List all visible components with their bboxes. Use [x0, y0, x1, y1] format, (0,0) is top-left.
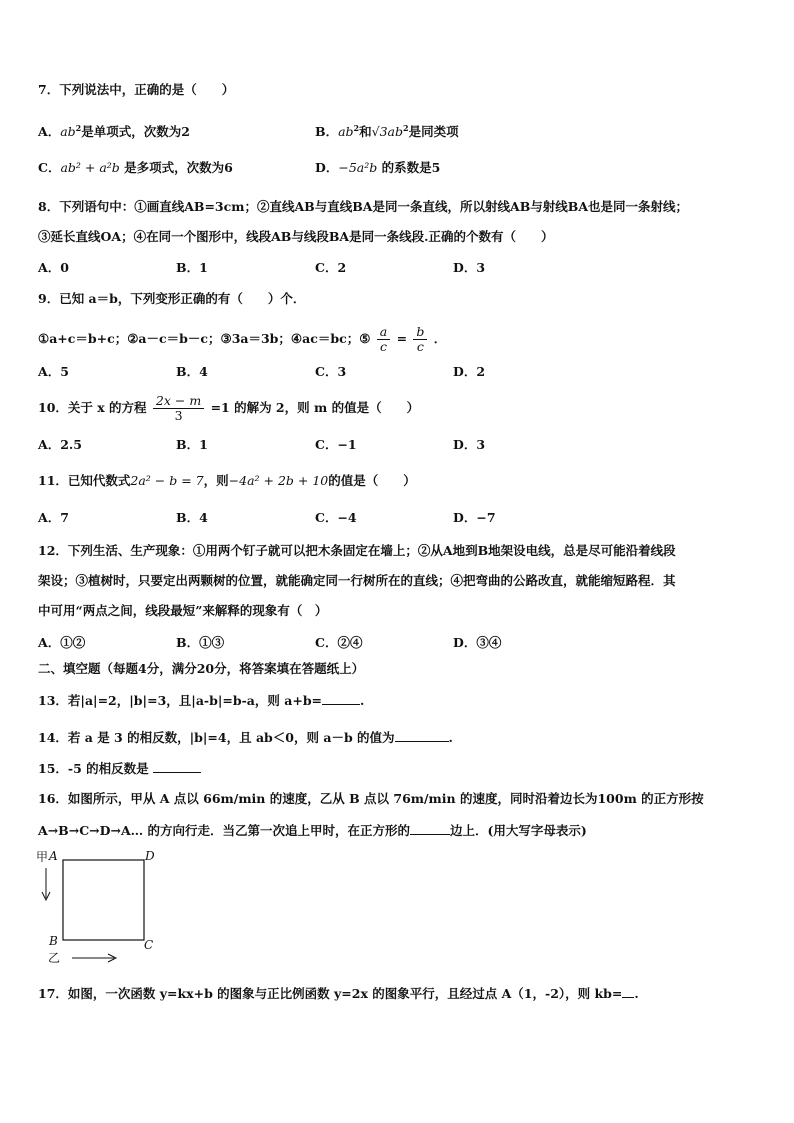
q11-option-d: D．−7: [453, 510, 496, 525]
q9-fraction-b: $\frac{b}{c}$: [413, 325, 427, 354]
q17-answer-blank[interactable]: [622, 985, 634, 998]
q12-option-a: A．①②: [38, 635, 86, 650]
q12-line2: 架设；③植树时，只要定出两颗树的位置，就能确定同一行树所在的直线；④把弯曲的公路改直，就能缩短路程．其: [38, 573, 676, 588]
q13: 13．若|a|=2，|b|=3，且|a-b|=b-a，则 a+b= .: [38, 693, 365, 708]
q8-option-a: A．0: [38, 260, 69, 275]
q13-answer-blank[interactable]: [322, 692, 360, 705]
q9-fraction-a: $\frac{a}{c}$: [377, 325, 390, 354]
label-vertex-a: A: [49, 849, 58, 863]
q16-square-figure: [36, 848, 166, 968]
q12-line1: 12．下列生活、生产现象：①用两个钉子就可以把木条固定在墙上；②从A地到B地架设电线，总是尽可能沿着线段: [38, 543, 676, 558]
q16-line2: A→B→C→D→A… 的方向行走．当乙第一次追上甲时，在正方形的 边上．(用大写字母表示): [38, 823, 587, 838]
q7-option-d: D．−5a²b 的系数是5: [315, 160, 441, 175]
q9-items: ①a+c＝b+c；②a－c＝b－c；③3a＝3b；④ac＝bc；⑤ $\frac{a}{c}$ = $\frac{b}{c}$ ．: [38, 324, 447, 354]
q8-option-d: D．3: [453, 260, 486, 275]
q12-option-c: C．②④: [315, 635, 363, 650]
q10-option-d: D．3: [453, 437, 486, 452]
label-yi: 乙: [48, 951, 61, 965]
q11-option-c: C．−4: [315, 510, 357, 525]
label-vertex-c: C: [144, 938, 154, 952]
q10-option-c: C．−1: [315, 437, 357, 452]
q8-option-c: C．2: [315, 260, 347, 275]
q10-option-b: B．1: [176, 437, 208, 452]
q15: 15．-5 的相反数是: [38, 760, 201, 777]
label-vertex-d: D: [145, 849, 155, 863]
q10-fraction: $\frac{2x - m}{3}$: [153, 394, 204, 423]
q9-option-c: C．3: [315, 364, 347, 379]
q12-option-d: D．③④: [453, 635, 502, 650]
q12-option-b: B．①③: [176, 635, 225, 650]
q9-stem: 9．已知 a＝b，下列变形正确的有（ ）个．: [38, 291, 306, 306]
q7-option-b: B．$ab^2$和$√3ab^2$是同类项: [315, 123, 459, 140]
section-heading-fill-in: 二、填空题（每题4分，满分20分，将答案填在答题纸上）: [38, 661, 365, 676]
q10-stem: 10．关于 x 的方程 $\frac{2x - m}{3}$ =1 的解为 2，则 m 的值是（ ）: [38, 393, 420, 423]
q7-option-a: A．$ab^2$是单项式，次数为2: [38, 123, 190, 140]
q15-answer-blank[interactable]: [153, 760, 201, 773]
q16-answer-blank[interactable]: [410, 822, 450, 835]
q10-option-a: A．2.5: [38, 437, 82, 452]
q8-line2: ③延长直线OA；④在同一个图形中，线段AB与线段BA是同一条线段.正确的个数有（ ）: [38, 229, 554, 244]
q9-option-a: A．5: [38, 364, 69, 379]
q16-line1: 16．如图所示，甲从 A 点以 66m/min 的速度，乙从 B 点以 76m/min 的速度，同时沿着边长为100m 的正方形按: [38, 791, 704, 806]
square-outline: [63, 860, 144, 940]
q14: 14．若 a 是 3 的相反数，|b|=4，且 ab＜0，则 a－b 的值为 .: [38, 730, 453, 745]
q8-line1: 8．下列语句中：①画直线AB=3cm；②直线AB与直线BA是同一条直线，所以射线AB与射线BA也是同一条射线；: [38, 199, 689, 214]
q12-line3: 中可用“两点之间，线段最短”来解释的现象有（ ）: [38, 603, 328, 618]
label-vertex-b: B: [49, 934, 58, 948]
q11-option-b: B．4: [176, 510, 208, 525]
q11-option-a: A．7: [38, 510, 69, 525]
q9-option-d: D．2: [453, 364, 486, 379]
q7-option-c: C．ab² + a²b 是多项式，次数为6: [38, 160, 233, 175]
q14-answer-blank[interactable]: [395, 729, 449, 742]
q9-option-b: B．4: [176, 364, 208, 379]
q17: 17．如图，一次函数 y=kx+b 的图象与正比例函数 y=2x 的图象平行，且经过点 A（1，-2），则 kb= .: [38, 986, 639, 1001]
q8-option-b: B．1: [176, 260, 208, 275]
label-jia: 甲: [36, 850, 49, 864]
q7-stem: 7．下列说法中，正确的是（ ）: [38, 82, 235, 97]
q11-stem: 11．已知代数式2a² − b = 7，则−4a² + 2b + 10的值是（ ）: [38, 473, 416, 488]
